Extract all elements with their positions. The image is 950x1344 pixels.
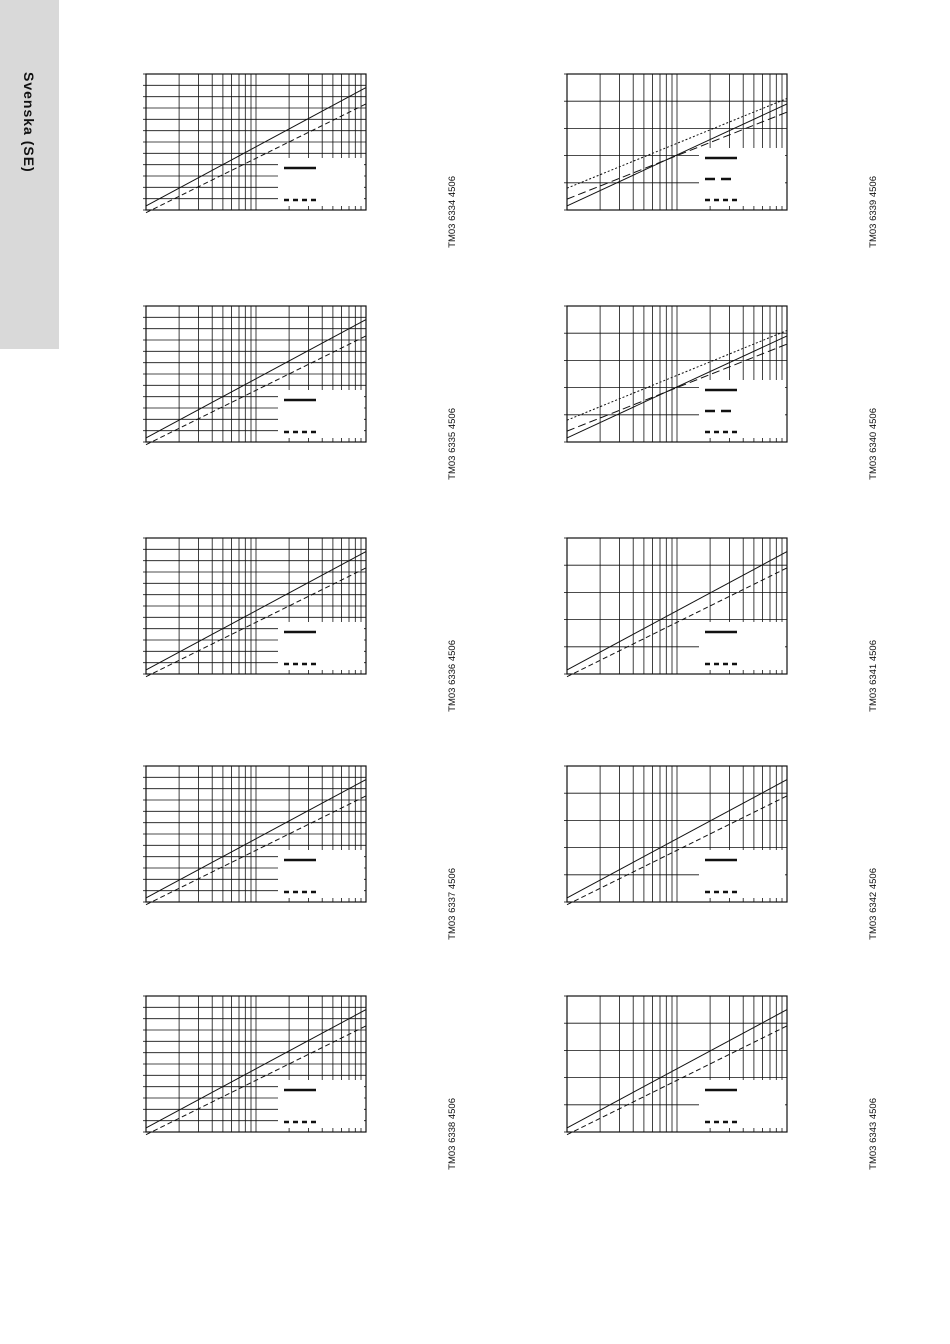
graph-plot: [146, 306, 366, 442]
performance-graph: [146, 74, 366, 210]
graph-plot: [567, 996, 787, 1132]
performance-graph: [567, 996, 787, 1132]
graph-plot: [567, 766, 787, 902]
performance-graph: [146, 996, 366, 1132]
drawing-code: TM03 6343 4506: [868, 1098, 879, 1170]
graph-legend: [699, 850, 785, 898]
drawing-code: TM03 6336 4506: [447, 640, 458, 712]
performance-graph: [567, 74, 787, 210]
graph-plot: [146, 538, 366, 674]
graph-legend: [278, 622, 364, 670]
graph-legend: [699, 622, 785, 670]
drawing-code: TM03 6342 4506: [868, 868, 879, 940]
drawing-code: TM03 6334 4506: [447, 176, 458, 248]
drawing-code: TM03 6339 4506: [868, 176, 879, 248]
performance-graph: [146, 306, 366, 442]
graph-legend: [699, 1080, 785, 1128]
graph-plot: [146, 766, 366, 902]
graph-legend: [278, 850, 364, 898]
performance-graph: [146, 766, 366, 902]
graph-plot: [567, 538, 787, 674]
drawing-code: TM03 6337 4506: [447, 868, 458, 940]
drawing-code: TM03 6335 4506: [447, 408, 458, 480]
performance-graph: [567, 306, 787, 442]
performance-graph: [567, 766, 787, 902]
graph-legend: [278, 390, 364, 438]
graph-plot: [146, 996, 366, 1132]
performance-graph: [146, 538, 366, 674]
graph-plot: [146, 74, 366, 210]
graph-plot: [567, 306, 787, 442]
drawing-code: TM03 6340 4506: [868, 408, 879, 480]
drawing-code: TM03 6338 4506: [447, 1098, 458, 1170]
graph-legend: [278, 1080, 364, 1128]
graph-legend: [699, 148, 785, 206]
performance-graph: [567, 538, 787, 674]
graph-plot: [567, 74, 787, 210]
language-side-tab: [0, 0, 59, 349]
graph-legend: [278, 158, 364, 206]
drawing-code: TM03 6341 4506: [868, 640, 879, 712]
graph-legend: [699, 380, 785, 438]
language-tab-label: Svenska (SE): [21, 72, 37, 173]
